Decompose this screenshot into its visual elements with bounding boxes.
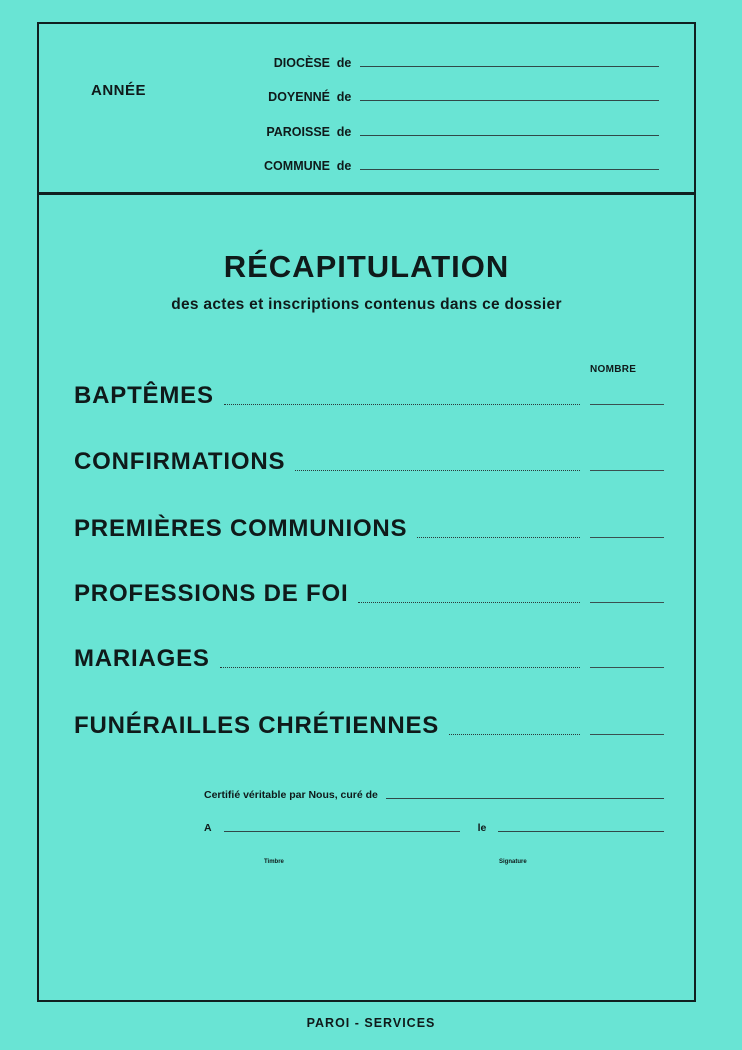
page-title: RÉCAPITULATION (223, 249, 510, 284)
cure-field[interactable] (386, 798, 664, 799)
count-field[interactable] (590, 404, 664, 405)
place-field[interactable] (224, 831, 460, 832)
commune-label: COMMUNE (264, 159, 330, 173)
form-frame (37, 22, 696, 1002)
category-label: BAPTÊMES (74, 382, 214, 409)
paroisse-row (219, 119, 659, 139)
dotted-leader (358, 602, 580, 603)
diocese-label: DIOCÈSE (273, 56, 330, 70)
publisher-footer: PAROI - SERVICES (306, 1016, 436, 1030)
dotted-leader (295, 470, 580, 471)
category-row-confirmations (74, 446, 664, 476)
dotted-leader (417, 537, 580, 538)
certification-text: Certifié véritable par Nous, curé de (204, 789, 378, 801)
count-field[interactable] (590, 470, 664, 471)
category-label: FUNÉRAILLES CHRÉTIENNES (74, 712, 440, 739)
doyenne-label: DOYENNÉ (268, 90, 330, 104)
paroisse-de: de (336, 125, 352, 139)
paroisse-field[interactable] (360, 135, 659, 136)
dotted-leader (220, 667, 580, 668)
count-field[interactable] (590, 602, 664, 603)
place-date-row (204, 822, 664, 834)
category-row-mariages (74, 643, 664, 673)
dotted-leader (449, 734, 580, 735)
header-divider (39, 192, 694, 195)
category-row-communions (74, 513, 664, 543)
annee-label: ANNÉE (91, 82, 147, 99)
a-label: A (204, 822, 212, 834)
count-field[interactable] (590, 667, 664, 668)
category-row-funerailles (74, 710, 664, 740)
category-row-baptemes (74, 380, 664, 410)
diocese-de: de (336, 56, 352, 70)
count-field[interactable] (590, 537, 664, 538)
commune-field[interactable] (360, 169, 659, 170)
date-field[interactable] (498, 831, 664, 832)
diocese-field[interactable] (360, 66, 659, 67)
page-subtitle: des actes et inscriptions contenus dans ce dossier (171, 296, 562, 313)
commune-de: de (336, 159, 352, 173)
diocese-row (219, 50, 659, 70)
certification-row (204, 789, 664, 801)
nombre-header: NOMBRE (590, 364, 637, 375)
category-row-professions (74, 578, 664, 608)
dotted-leader (224, 404, 580, 405)
count-field[interactable] (590, 734, 664, 735)
paroisse-label: PAROISSE (266, 125, 330, 139)
doyenne-de: de (336, 90, 352, 104)
commune-row (219, 153, 659, 173)
le-label: le (477, 822, 487, 834)
category-label: PREMIÈRES COMMUNIONS (74, 515, 408, 542)
stamp-caption: Timbre (264, 859, 284, 865)
category-label: PROFESSIONS DE FOI (74, 580, 349, 607)
category-label: CONFIRMATIONS (74, 448, 286, 475)
doyenne-row (219, 84, 659, 104)
doyenne-field[interactable] (360, 100, 659, 101)
signature-caption: Signature (499, 859, 527, 865)
category-label: MARIAGES (74, 645, 210, 672)
